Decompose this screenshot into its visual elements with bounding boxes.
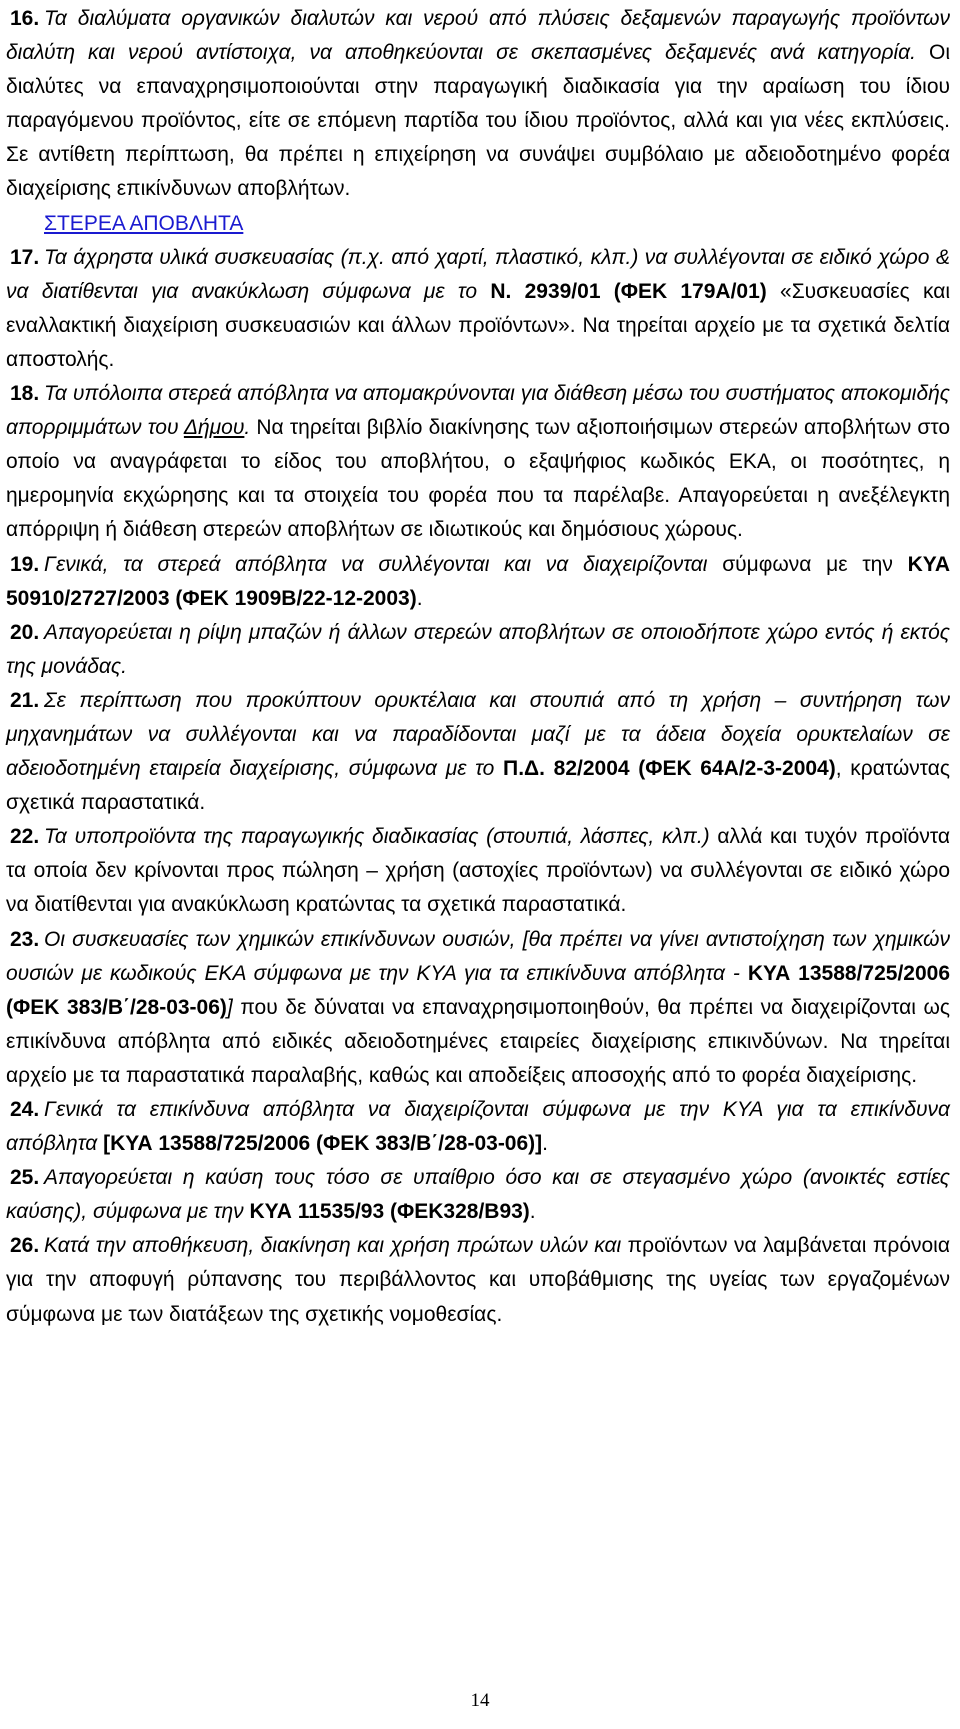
item-text: Να τηρείται βιβλίο διακίνησης των αξιοποιήσιμων στερεών αποβλήτων στο οποίο να αναγράφεται το είδος του αποβλήτου, ο εξαψήφιος κωδικός ΕΚΑ, οι ποσότητες, η ημερομηνία εκχώρησης και τα στοιχεία του φορέα που τα παρέλαβε. Απαγορεύεται η ανεξέλεγκτη απόρριψη ή διάθεση στερεών αποβλήτων σε ιδιωτικούς και δημόσιους χώρους. [6,416,950,542]
item-text: , κρατώντας σχετικά παραστατικά. [6,757,950,815]
law-reference: Π.Δ. 82/2004 (ΦΕΚ 64Α/2-3-2004) [503,757,836,781]
item-number: 24. [10,1098,40,1121]
item-text-italic: Τα υπόλοιπα στερεά απόβλητα να απομακρύνονται για διάθεση μέσω του συστήματος αποκομιδής απορριμμάτων του [6,382,950,440]
item-text-italic: Οι συσκευασίες των χημικών επικίνδυνων ουσιών, [θα πρέπει να γίνει αντιστοίχηση των χημικών ουσιών με κωδικούς ΕΚΑ σύμφωνα με την ΚΥΑ για τα επικίνδυνα απόβλητα - [6,927,950,985]
item-text: αλλά και τυχόν προϊόντα τα οποία δεν κρίνονται προς πώληση – χρήση (αστοχίες προϊόντων) να συλλέγονται σε ειδικό χώρο να διατίθενται για ανακύκλωση κρατώντας τα σχετικά παραστατικά. [6,825,951,917]
item-number: 23. [10,927,40,951]
law-reference: ΚΥΑ 13588/725/2006 (ΦΕΚ 383/Β΄/28-03-06) [6,961,950,1019]
item-text: . [542,1132,548,1156]
item-number: 20. [10,620,40,644]
paragraph-22 [6,820,950,922]
paragraph-16 [6,2,950,207]
item-text-italic: Τα διαλύματα οργανικών διαλυτών και νερού από πλύσεις δεξαμενών παραγωγής προϊόντων διαλύτη και νερού αντίστοιχα, να αποθηκεύονται σε σκεπασμένες δεξαμενές ανά κατηγορία. [6,7,950,65]
paragraph-24 [6,1093,950,1161]
law-reference: [ΚΥΑ 13588/725/2006 (ΦΕΚ 383/Β΄/28-03-06)] [103,1132,543,1156]
item-text-italic: . [244,416,251,440]
item-text-italic: Τα υποπροϊόντα της παραγωγικής διαδικασίας (στουπιά, λάσπες, κλπ.) [44,825,710,849]
item-number: 16. [10,7,40,30]
paragraph-18 [6,377,950,547]
paragraph-19 [6,548,950,616]
item-number: 21. [10,688,40,712]
item-text-italic: Κατά την αποθήκευση, διακίνηση και χρήση πρώτων υλών και [44,1234,622,1258]
item-text-italic: ] [226,995,233,1019]
item-text: «Συσκευασίες και εναλλακτική διαχείριση συσκευασιών και άλλων προϊόντων». Να τηρείται αρχείο με τα σχετικά δελτία αποστολής. [6,279,951,371]
law-reference: ΚΥΑ 11535/93 (ΦΕΚ328/Β93) [249,1200,530,1224]
law-reference: Ν. 2939/01 (ΦΕΚ 179Α/01) [490,279,767,303]
page-number: 14 [470,1690,490,1711]
item-number: 18. [10,382,40,406]
item-number: 26. [10,1234,40,1258]
item-text: προϊόντων να λαμβάνεται πρόνοια για την αποφυγή ρύπανσης του περιβάλλοντος και υποβάθμισης της υγείας των εργαζομένων σύμφωνα με των διατάξεων της σχετικής νομοθεσίας. [6,1234,950,1326]
item-text-italic: Τα άχρηστα υλικά συσκευασίας (π.χ. από χαρτί, πλαστικό, κλπ.) να συλλέγονται σε ειδικό χώρο & να διατίθενται για ανακύκλωση σύμφωνα με το [6,245,950,303]
item-number: 17. [10,245,40,269]
item-text-italic: Σε περίπτωση που προκύπτουν ορυκτέλαια και στουπιά από τη χρήση – συντήρηση των μηχανημάτων να συλλέγονται και να παραδίδονται μαζί με τα άδεια δοχεία ορυκτελαίων σε αδειοδοτημένη εταιρεία διαχείρισης, σύμφωνα με το [6,688,950,781]
item-text-italic: Γενικά, τα στερεά απόβλητα να συλλέγονται και να διαχειρίζονται [44,552,708,576]
paragraph-20 [6,616,950,684]
item-number: 22. [10,825,40,849]
paragraph-17 [6,241,950,377]
law-reference: ΚΥΑ 50910/2727/2003 (ΦΕΚ 1909Β/22-12-2003) [6,552,950,610]
item-text: που δε δύναται να επαναχρησιμοποιηθούν, θα πρέπει να διαχειρίζονται ως επικίνδυνα απόβλητα από ειδικές αδειοδοτημένες εταιρείες διαχείρισης επικινδύνων. Να τηρείται αρχείο με τα παραστατικά παραλαβής, καθώς και αποδείξεις αποσοχής από το φορέα διαχείρισης. [6,995,950,1087]
item-text: σύμφωνα με την [707,552,908,576]
item-text: . [416,586,423,610]
paragraph-25 [6,1161,950,1229]
item-text-italic: Απαγορεύεται η καύση τους τόσο σε υπαίθριο όσο και σε στεγασμένο χώρο (ανοικτές εστίες καύσης), σύμφωνα με την [6,1166,950,1224]
item-number: 19. [10,552,40,576]
item-text-italic: Απαγορεύεται η ρίψη μπαζών ή άλλων στερεών αποβλήτων σε οποιοδήποτε χώρο εντός ή εκτός της μονάδας. [6,620,950,678]
item-text-underlined: Δήμου [183,416,245,440]
section-heading: ΣΤΕΡΕΑ ΑΠΟΒΛΗΤΑ [44,211,244,235]
item-number: 25. [10,1166,40,1190]
item-text-italic: Γενικά τα επικίνδυνα απόβλητα να διαχειρίζονται σύμφωνα με την ΚΥΑ για τα επικίνδυνα απόβλητα [6,1098,950,1156]
paragraph-23 [6,923,950,1093]
paragraph-21 [6,684,950,820]
item-text: Οι διαλύτες να επαναχρησιμοποιούνται στην παραγωγική διαδικασία για την αραίωση του ίδιου παραγόμενου προϊόντος, είτε σε επόμενη παρτίδα του ίδιου προϊόντος, αλλά και για νέες εκπλύσεις. Σε αντίθετη περίπτωση, θα πρέπει η επιχείρηση να συνάψει συμβόλαιο με αδειοδοτημένο φορέα διαχείρισης επικίνδυνων αποβλήτων. [6,41,950,201]
paragraph-26 [6,1229,950,1331]
item-text: . [529,1200,536,1224]
